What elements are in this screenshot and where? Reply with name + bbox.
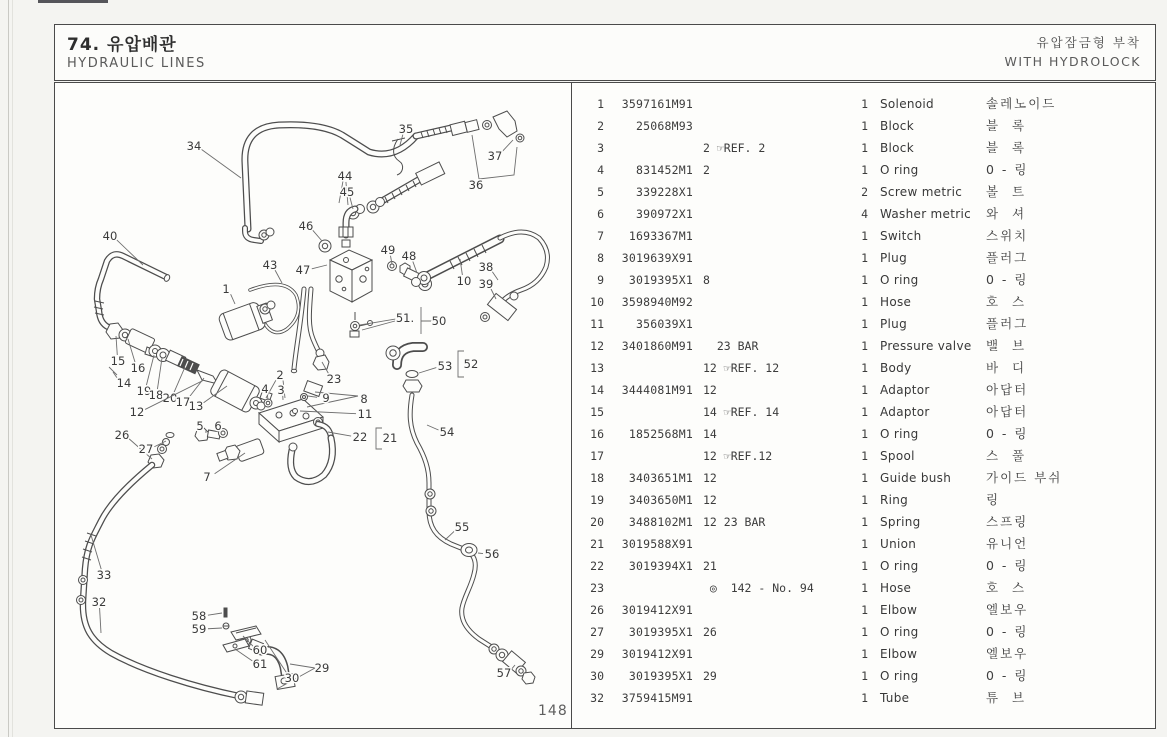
callout-21: 21 — [382, 431, 398, 445]
callout-50: 50 — [431, 314, 447, 328]
row-part-number: 25068M93 — [636, 119, 693, 133]
row-desc-kr: 엘보우 — [986, 602, 1029, 617]
row-part-number: 3019639X91 — [621, 251, 693, 265]
leader-line-20 — [174, 367, 185, 393]
row-qty: 1 — [861, 273, 868, 287]
page-header — [54, 24, 1156, 81]
row-desc-kr: 0 - 링 — [986, 558, 1029, 573]
callout-2: 2 — [276, 368, 284, 382]
section-title-en: HYDRAULIC LINES — [67, 56, 206, 71]
table-row — [572, 533, 1157, 555]
callout-7: 7 — [203, 470, 211, 484]
row-desc-kr: 볼 트 — [986, 184, 1027, 199]
row-ref: 1 — [597, 97, 604, 111]
row-desc-kr: 스 풀 — [986, 448, 1027, 463]
row-ref: 27 — [590, 625, 604, 639]
row-desc-kr: 0 - 링 — [986, 624, 1029, 639]
row-qty: 1 — [861, 97, 868, 111]
row-qty: 1 — [861, 647, 868, 661]
row-desc-en: Adaptor — [880, 405, 930, 419]
row-qty: 1 — [861, 691, 868, 705]
leader-line-53 — [419, 368, 436, 373]
row-qty: 1 — [861, 449, 868, 463]
row-desc-kr: 스위치 — [986, 228, 1029, 243]
row-desc-kr: 튜 브 — [986, 690, 1027, 705]
callout-47: 47 — [295, 263, 311, 277]
row-qty: 1 — [861, 141, 868, 155]
row-qty: 4 — [861, 207, 868, 221]
callout-19: 19 — [136, 384, 152, 398]
row-part-number: 3019395X1 — [628, 273, 693, 287]
table-row — [572, 577, 1157, 599]
callout-8: 8 — [360, 392, 368, 406]
callout-61: 61 — [252, 657, 268, 671]
leader-line-9 — [308, 396, 317, 397]
row-note: 14 — [703, 427, 717, 441]
row-ref: 23 — [590, 581, 604, 595]
row-desc-en: Guide bush — [880, 471, 952, 485]
callout-3: 3 — [277, 383, 285, 397]
row-desc-en: O ring — [880, 625, 919, 639]
row-desc-kr: 플러그 — [986, 250, 1029, 265]
row-desc-en: Spring — [880, 515, 921, 529]
section-title-kr: 74. 유압배관 — [67, 35, 177, 55]
row-qty: 1 — [861, 515, 868, 529]
row-desc-en: Adaptor — [880, 383, 930, 397]
leader-line-32 — [100, 608, 101, 633]
callout-15: 15 — [110, 354, 126, 368]
row-desc-en: Washer metric — [880, 207, 971, 221]
row-qty: 1 — [861, 317, 868, 331]
callout-60: 60 — [252, 643, 268, 657]
variant-label-kr: 유압잠금형 부착 — [1036, 35, 1141, 50]
row-ref: 20 — [590, 515, 604, 529]
row-desc-kr: 플러그 — [986, 316, 1029, 331]
row-qty: 1 — [861, 493, 868, 507]
row-qty: 1 — [861, 383, 868, 397]
row-desc-kr: 아답터 — [986, 404, 1029, 419]
leader-line-33 — [91, 535, 101, 569]
leader-line-34 — [201, 149, 241, 178]
leader-line-58 — [208, 613, 222, 615]
row-part-number: 3019412X91 — [621, 647, 693, 661]
scan-corner-mark — [38, 0, 108, 3]
row-ref: 12 — [590, 339, 604, 353]
leader-line-35 — [400, 135, 403, 145]
leader-line-15 — [116, 336, 117, 355]
callout-29: 29 — [314, 661, 330, 675]
callout-16: 16 — [130, 361, 146, 375]
leader-line-56 — [478, 553, 483, 554]
row-note: 26 — [703, 625, 717, 639]
row-note: 2 ☞REF. 2 — [703, 141, 766, 155]
page-number: 148 — [538, 703, 568, 719]
leader-line-18 — [157, 358, 162, 389]
table-row — [572, 401, 1157, 423]
row-qty: 1 — [861, 625, 868, 639]
row-note: 2 — [703, 163, 710, 177]
row-qty: 1 — [861, 427, 868, 441]
row-desc-en: Block — [880, 119, 914, 133]
callout-1: 1 — [222, 282, 230, 296]
row-desc-en: Spool — [880, 449, 915, 463]
callout-39: 39 — [478, 277, 494, 291]
callout-9: 9 — [322, 391, 330, 405]
callout-59: 59 — [191, 622, 207, 636]
row-note: 14 ☞REF. 14 — [703, 405, 780, 419]
row-desc-kr: 솔레노이드 — [986, 96, 1057, 111]
row-desc-kr: 가이드 부쉬 — [986, 470, 1063, 485]
table-row — [572, 335, 1157, 357]
table-row — [572, 247, 1157, 269]
row-desc-en: Union — [880, 537, 917, 551]
callout-5: 5 — [196, 419, 204, 433]
table-row — [572, 665, 1157, 687]
callout-32: 32 — [91, 595, 107, 609]
table-row — [572, 621, 1157, 643]
row-desc-kr: 아답터 — [986, 382, 1029, 397]
row-ref: 10 — [590, 295, 604, 309]
callout-30: 30 — [284, 671, 300, 685]
table-row — [572, 269, 1157, 291]
row-part-number: 3401860M91 — [621, 339, 693, 353]
leader-line-46 — [313, 230, 322, 241]
table-row — [572, 203, 1157, 225]
callout-46: 46 — [298, 219, 314, 233]
row-note: 23 BAR — [703, 339, 759, 353]
row-desc-kr: 밸 브 — [986, 338, 1027, 353]
section-title-block — [67, 30, 206, 71]
row-desc-en: Block — [880, 141, 914, 155]
table-row — [572, 291, 1157, 313]
row-ref: 21 — [590, 537, 604, 551]
page-edge-line-2 — [12, 0, 13, 737]
callout-40: 40 — [102, 229, 118, 243]
leader-line-61 — [235, 649, 252, 661]
exploded-diagram — [55, 83, 571, 727]
row-qty: 1 — [861, 603, 868, 617]
row-ref: 3 — [597, 141, 604, 155]
row-ref: 7 — [597, 229, 604, 243]
row-ref: 11 — [590, 317, 604, 331]
row-desc-en: Elbow — [880, 603, 918, 617]
callout-43: 43 — [262, 258, 278, 272]
row-part-number: 3403651M1 — [628, 471, 693, 485]
leader-line-54 — [427, 425, 439, 430]
callout-34: 34 — [186, 139, 202, 153]
row-desc-en: Body — [880, 361, 912, 375]
leader-line-37 — [502, 140, 513, 152]
row-ref: 16 — [590, 427, 604, 441]
leader-line-59 — [208, 628, 222, 629]
leader-line-1 — [231, 294, 235, 304]
row-part-number: 3597161M91 — [621, 97, 693, 111]
content-box — [54, 82, 1156, 729]
row-ref: 8 — [597, 251, 604, 265]
table-row — [572, 93, 1157, 115]
page-edge-line — [8, 0, 9, 737]
row-desc-kr: 0 - 링 — [986, 426, 1029, 441]
row-desc-kr: 와 셔 — [986, 206, 1027, 221]
callout-54: 54 — [439, 425, 455, 439]
row-part-number: 3598940M92 — [621, 295, 693, 309]
row-part-number: 3759415M91 — [621, 691, 693, 705]
row-qty: 1 — [861, 251, 868, 265]
row-ref: 13 — [590, 361, 604, 375]
row-qty: 1 — [861, 361, 868, 375]
row-desc-kr: 0 - 링 — [986, 272, 1029, 287]
row-qty: 1 — [861, 229, 868, 243]
callout-49: 49 — [380, 243, 396, 257]
row-desc-kr: 엘보우 — [986, 646, 1029, 661]
leader-line-47 — [312, 265, 327, 269]
row-part-number: 339228X1 — [636, 185, 693, 199]
row-ref: 32 — [590, 691, 604, 705]
row-qty: 1 — [861, 559, 868, 573]
row-note: 12 — [703, 383, 717, 397]
row-part-number: 3403650M1 — [628, 493, 693, 507]
row-note: 29 — [703, 669, 717, 683]
callout-45: 45 — [339, 185, 355, 199]
row-part-number: 3019395X1 — [628, 625, 693, 639]
variant-label-en: WITH HYDROLOCK — [1004, 54, 1141, 69]
row-qty: 1 — [861, 405, 868, 419]
callout-38: 38 — [478, 260, 494, 274]
row-desc-kr: 스프링 — [986, 514, 1029, 529]
row-desc-en: Elbow — [880, 647, 918, 661]
variant-block — [1004, 33, 1141, 69]
row-qty: 2 — [861, 185, 868, 199]
callout-58: 58 — [191, 609, 207, 623]
row-desc-kr: 호 스 — [986, 294, 1027, 309]
row-ref: 19 — [590, 493, 604, 507]
row-desc-en: O ring — [880, 669, 919, 683]
row-ref: 4 — [597, 163, 604, 177]
callout-55: 55 — [454, 520, 470, 534]
row-desc-en: Tube — [880, 691, 910, 705]
row-note: 21 — [703, 559, 717, 573]
row-ref: 2 — [597, 119, 604, 133]
callout-18: 18 — [148, 388, 164, 402]
row-note: ◎ 142 - No. 94 — [703, 581, 814, 595]
callout-27: 27 — [138, 442, 154, 456]
table-row — [572, 643, 1157, 665]
row-desc-en: O ring — [880, 427, 919, 441]
row-note: 12 23 BAR — [703, 515, 766, 529]
table-row — [572, 489, 1157, 511]
row-part-number: 3019412X91 — [621, 603, 693, 617]
callout-56: 56 — [484, 547, 500, 561]
row-desc-kr: 0 - 링 — [986, 668, 1029, 683]
callout-35: 35 — [398, 122, 414, 136]
table-row — [572, 599, 1157, 621]
row-ref: 5 — [597, 185, 604, 199]
row-part-number: 3019588X91 — [621, 537, 693, 551]
callout-57: 57 — [496, 666, 512, 680]
row-part-number: 831452M1 — [636, 163, 693, 177]
callout-14: 14 — [116, 376, 132, 390]
table-row — [572, 445, 1157, 467]
row-desc-en: Screw metric — [880, 185, 963, 199]
row-note: 12 ☞REF.12 — [703, 449, 773, 463]
callout-22: 22 — [352, 430, 368, 444]
row-desc-en: O ring — [880, 273, 919, 287]
row-desc-en: Plug — [880, 251, 907, 265]
row-desc-en: O ring — [880, 559, 919, 573]
callout-44: 44 — [337, 169, 353, 183]
callout-12: 12 — [129, 405, 145, 419]
callout-6: 6 — [214, 419, 222, 433]
row-note: 12 — [703, 493, 717, 507]
row-desc-en: Plug — [880, 317, 907, 331]
row-desc-kr: 블 록 — [986, 140, 1027, 155]
row-ref: 9 — [597, 273, 604, 287]
row-part-number: 1693367M1 — [628, 229, 693, 243]
row-note: 8 — [703, 273, 710, 287]
callout-26: 26 — [114, 428, 130, 442]
table-row — [572, 137, 1157, 159]
callout-48: 48 — [401, 249, 417, 263]
table-row — [572, 687, 1157, 709]
table-row — [572, 511, 1157, 533]
row-qty: 1 — [861, 295, 868, 309]
callout-10: 10 — [456, 274, 472, 288]
row-ref: 15 — [590, 405, 604, 419]
callout-36: 36 — [468, 178, 484, 192]
callout-37: 37 — [487, 149, 503, 163]
row-ref: 29 — [590, 647, 604, 661]
row-ref: 14 — [590, 383, 604, 397]
row-qty: 1 — [861, 581, 868, 595]
table-row — [572, 225, 1157, 247]
callout-51: 51. — [395, 311, 415, 325]
table-row — [572, 115, 1157, 137]
row-desc-en: Ring — [880, 493, 909, 507]
parts-table — [572, 83, 1157, 727]
row-desc-kr: 유니언 — [986, 536, 1029, 551]
table-row — [572, 379, 1157, 401]
row-desc-en: O ring — [880, 163, 919, 177]
row-ref: 18 — [590, 471, 604, 485]
table-row — [572, 181, 1157, 203]
row-desc-en: Pressure valve — [880, 339, 972, 353]
row-desc-en: Hose — [880, 581, 912, 595]
leader-line-19 — [146, 355, 154, 385]
row-part-number: 3488102M1 — [628, 515, 693, 529]
row-note: 12 ☞REF. 12 — [703, 361, 780, 375]
row-desc-kr: 0 - 링 — [986, 162, 1029, 177]
callout-23: 23 — [326, 372, 342, 386]
row-part-number: 1852568M1 — [628, 427, 693, 441]
leader-line-55 — [445, 531, 455, 540]
row-ref: 6 — [597, 207, 604, 221]
row-qty: 1 — [861, 163, 868, 177]
table-row — [572, 467, 1157, 489]
row-part-number: 390972X1 — [636, 207, 693, 221]
row-desc-en: Hose — [880, 295, 912, 309]
row-ref: 17 — [590, 449, 604, 463]
callout-33: 33 — [96, 568, 112, 582]
row-ref: 22 — [590, 559, 604, 573]
row-ref: 26 — [590, 603, 604, 617]
row-ref: 30 — [590, 669, 604, 683]
row-part-number: 3444081M91 — [621, 383, 693, 397]
row-desc-kr: 블 록 — [986, 118, 1027, 133]
table-row — [572, 357, 1157, 379]
callout-20: 20 — [162, 391, 178, 405]
table-row — [572, 555, 1157, 577]
row-qty: 1 — [861, 339, 868, 353]
table-row — [572, 313, 1157, 335]
row-qty: 1 — [861, 537, 868, 551]
callout-53: 53 — [437, 359, 453, 373]
callout-52: 52 — [463, 357, 479, 371]
row-part-number: 3019394X1 — [628, 559, 693, 573]
callout-17: 17 — [175, 395, 191, 409]
row-desc-en: Solenoid — [880, 97, 934, 111]
row-qty: 1 — [861, 119, 868, 133]
callout-11: 11 — [357, 407, 373, 421]
row-desc-kr: 바 디 — [986, 360, 1027, 375]
row-qty: 1 — [861, 669, 868, 683]
callout-4: 4 — [261, 382, 269, 396]
row-desc-en: Switch — [880, 229, 922, 243]
table-row — [572, 159, 1157, 181]
row-part-number: 356039X1 — [636, 317, 693, 331]
row-qty: 1 — [861, 471, 868, 485]
row-desc-kr: 링 — [986, 492, 1001, 507]
row-desc-kr: 호 스 — [986, 580, 1027, 595]
row-note: 12 — [703, 471, 717, 485]
table-row — [572, 423, 1157, 445]
diagram-svg — [55, 83, 571, 727]
callout-13: 13 — [188, 399, 204, 413]
row-part-number: 3019395X1 — [628, 669, 693, 683]
